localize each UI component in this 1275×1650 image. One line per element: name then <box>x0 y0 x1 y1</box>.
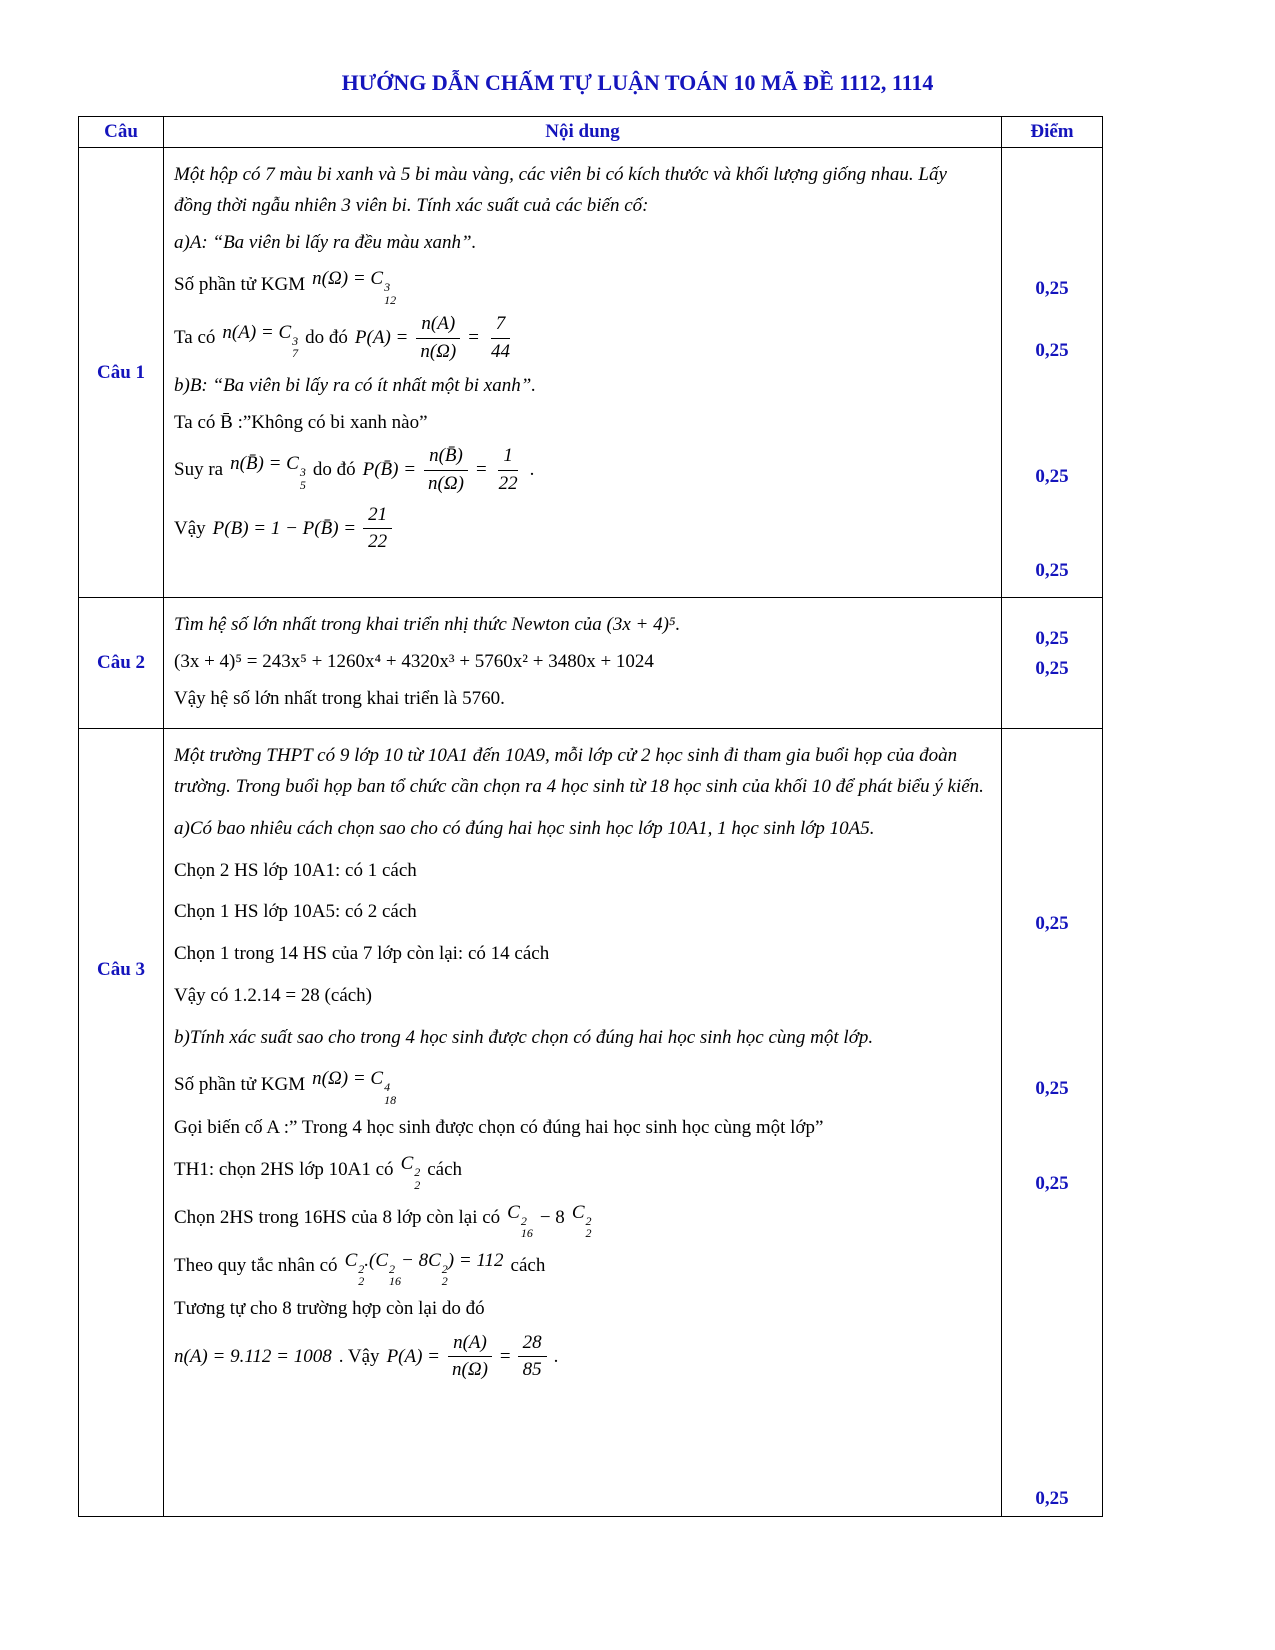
q3-final-line <box>174 1331 987 1383</box>
math-base: C <box>571 1201 585 1223</box>
math-base: C <box>507 1201 520 1223</box>
math-supsub <box>414 1166 420 1191</box>
text-run: cách <box>427 1159 463 1181</box>
math-sub: 18 <box>384 1093 397 1108</box>
math-supsub <box>384 1081 396 1106</box>
math-base: C <box>428 1249 441 1271</box>
math-sub: 2 <box>358 1274 365 1289</box>
q3-remaining-line <box>174 1198 987 1240</box>
math-sup: 3 <box>292 333 299 348</box>
table-row-cau2 <box>79 597 1102 728</box>
fraction <box>494 444 523 496</box>
text-run: Suy ra <box>174 459 224 481</box>
q3-step-line: Chọn 1 trong 14 HS của 7 lớp còn lại: có 14 cách <box>174 943 550 965</box>
point-badge: 0,25 <box>1035 560 1069 581</box>
math-sup: 4 <box>384 1080 391 1095</box>
math-sup: 2 <box>358 1261 365 1276</box>
math-supsub <box>389 1263 401 1288</box>
math-expr: P(A) = <box>386 1345 440 1367</box>
point-badge: 0,25 <box>1035 466 1069 487</box>
point-badge: 0,25 <box>1035 658 1069 679</box>
q3-intro-text: Một trường THPT có 9 lớp 10 từ 10A1 đến 10A9, mỗi lớp cử 2 học sinh đi tham gia buổi họp của đoàn trường. Trong buổi họp ban tổ chức cần chọn ra 4 học sinh từ 18 học sinh của khối 10 để phát biểu ý kiến. <box>174 745 984 798</box>
math-operator: − 8 <box>539 1207 565 1229</box>
point-badge: 0,25 <box>1035 278 1069 299</box>
math-operator: .( <box>364 1249 376 1271</box>
math-sub: 2 <box>414 1177 421 1192</box>
fraction-denominator: 22 <box>498 473 518 495</box>
fraction-numerator: 21 <box>363 503 392 530</box>
fraction <box>415 312 461 364</box>
q3-analogy-line: Tương tự cho 8 trường hợp còn lại do đó <box>174 1297 485 1319</box>
math-expr <box>222 318 298 360</box>
math-sub: 7 <box>292 346 299 361</box>
table-row-cau1 <box>79 147 1102 597</box>
q2-problem-text: Tìm hệ số lớn nhất trong khai triển nhị thức Newton của (3x + 4)⁵. <box>174 614 681 635</box>
math-supsub <box>521 1215 533 1240</box>
math-expr <box>345 1246 504 1288</box>
text-run: cách <box>510 1255 546 1277</box>
math-supsub <box>384 281 396 306</box>
math-sub: 16 <box>389 1274 402 1289</box>
fraction <box>518 1331 547 1383</box>
text-run: . <box>529 459 535 481</box>
math-expr: n(A) = 9.112 = 1008 <box>174 1345 332 1367</box>
point-badge: 0,25 <box>1035 1078 1069 1100</box>
q1-probability-a-line <box>174 312 987 364</box>
math-expr <box>230 449 306 491</box>
math-sup: 2 <box>520 1213 527 1228</box>
math-base: C <box>375 1249 389 1271</box>
fraction <box>447 1331 493 1383</box>
math-sub: 5 <box>299 478 306 493</box>
fraction <box>486 312 515 364</box>
fraction-denominator: 85 <box>522 1359 542 1381</box>
text-run: TH1: chọn 2HS lớp 10A1 có <box>174 1159 394 1181</box>
header-noidung: Nội dung <box>163 117 1001 147</box>
q2-conclusion-line: Vậy hệ số lớn nhất trong khai triển là 5760. <box>174 687 505 709</box>
point-badge: 0,25 <box>1035 1488 1069 1510</box>
text-run: Số phần tử KGM <box>174 274 306 295</box>
page-title: HƯỚNG DẪN CHẤM TỰ LUẬN TOÁN 10 MÃ ĐỀ 1112, 1114 <box>341 70 934 95</box>
math-sub: 2 <box>441 1274 448 1289</box>
q3-multiplication-rule-line <box>174 1246 987 1288</box>
text-run: do đó <box>305 327 348 349</box>
math-expr: P(B̄) = <box>362 459 417 481</box>
q1-part-a-text: a)A: “Ba viên bi lấy ra đều màu xanh”. <box>174 231 477 253</box>
q3-th1-line <box>174 1149 987 1191</box>
math-base: n(B̄) = C <box>230 453 299 475</box>
point-badge: 0,25 <box>1035 1173 1069 1195</box>
math-expr: P(A) = <box>354 327 409 349</box>
math-expr <box>507 1198 533 1240</box>
q3-content <box>163 729 1001 1516</box>
table-row-cau3 <box>79 728 1102 1516</box>
q3-step-line: Chọn 1 HS lớp 10A5: có 2 cách <box>174 901 417 923</box>
q1-suyra-line <box>174 444 987 496</box>
math-supsub <box>300 466 306 491</box>
text-run: Theo quy tắc nhân có <box>174 1255 338 1277</box>
math-sup: 2 <box>414 1165 421 1180</box>
math-sup: 2 <box>441 1261 448 1276</box>
math-supsub <box>292 335 298 360</box>
q3-points-column <box>1001 729 1102 1516</box>
q2-content <box>163 598 1001 728</box>
text-run: . <box>553 1345 559 1367</box>
q1-complement-line: Ta có B̄ :”Không có bi xanh nào” <box>174 411 428 433</box>
q1-content <box>163 148 1001 597</box>
q1-intro-text: Một hộp có 7 màu bi xanh và 5 bi màu vàng, các viên bi có kích thước và khối lượng giống nhau. Lấy đồng thời ngẫu nhiên 3 viên bi. Tính xác suất cuả các biến cố: <box>174 164 947 216</box>
text-run: do đó <box>312 459 356 481</box>
q3-label: Câu 3 <box>96 959 146 981</box>
fraction-numerator: n(A) <box>416 312 460 339</box>
math-sup: 3 <box>384 280 391 295</box>
math-expr <box>572 1198 592 1240</box>
text-run: Vậy <box>174 517 206 539</box>
q3-event-definition: Gọi biến cố A :” Trong 4 học sinh được chọn có đúng hai học sinh học cùng một lớp” <box>174 1116 824 1138</box>
math-supsub <box>586 1215 592 1240</box>
math-expr: P(B) = 1 − P(B̄) = <box>212 517 357 539</box>
fraction-numerator: n(B̄) <box>424 444 468 471</box>
q3-part-b-text: b)Tính xác suất sao cho trong 4 học sinh được chọn có đúng hai học sinh học cùng một lớp. <box>174 1026 874 1048</box>
math-sub: 2 <box>585 1226 592 1241</box>
point-badge: 0,25 <box>1035 340 1069 361</box>
q2-points-column <box>1001 598 1102 728</box>
math-result: ) = 112 <box>447 1249 504 1271</box>
point-badge: 0,25 <box>1035 628 1069 649</box>
math-expr <box>312 264 396 306</box>
fraction-denominator: n(Ω) <box>420 341 457 363</box>
math-sup: 3 <box>299 465 306 480</box>
math-sup: 2 <box>585 1213 592 1228</box>
q2-label: Câu 2 <box>96 652 146 674</box>
q1-label: Câu 1 <box>96 361 146 383</box>
q1-kgm-line <box>174 264 987 306</box>
fraction-denominator: n(Ω) <box>428 473 464 495</box>
text-run: . Vậy <box>338 1345 380 1367</box>
fraction-numerator: 28 <box>518 1331 547 1358</box>
q1-points-column <box>1001 148 1102 597</box>
math-expr <box>312 1064 396 1106</box>
equals-sign: = <box>475 459 487 481</box>
table-header-row <box>79 117 1102 147</box>
math-base: n(A) = C <box>222 321 292 343</box>
math-base: n(Ω) = C <box>312 1068 384 1090</box>
fraction-numerator: n(A) <box>448 1331 492 1358</box>
q1-conclusion-line <box>174 503 987 555</box>
fraction-denominator: 22 <box>368 531 388 553</box>
math-sub: 12 <box>384 292 397 307</box>
math-base: n(Ω) = C <box>312 268 384 290</box>
equals-sign: = <box>499 1345 511 1367</box>
math-operator: − 8 <box>401 1249 429 1271</box>
math-base: C <box>344 1249 358 1271</box>
q2-expansion-line: (3x + 4)⁵ = 243x⁵ + 1260x⁴ + 4320x³ + 5760x² + 3480x + 1024 <box>174 650 654 672</box>
fraction-numerator: 7 <box>491 312 511 339</box>
q3-kgm-line <box>174 1064 987 1106</box>
answer-key-table <box>78 116 1103 1517</box>
math-base: C <box>400 1153 414 1175</box>
q3-part-a-result: Vậy có 1.2.14 = 28 (cách) <box>174 984 373 1006</box>
q3-part-a-text: a)Có bao nhiêu cách chọn sao cho có đúng hai học sinh học lớp 10A1, 1 học sinh lớp 10A5. <box>174 817 875 839</box>
point-badge: 0,25 <box>1035 913 1069 935</box>
equals-sign: = <box>468 327 479 349</box>
header-cau: Câu <box>104 121 138 142</box>
fraction-denominator: 44 <box>490 341 510 363</box>
math-sub: 16 <box>520 1226 533 1241</box>
q1-part-b-text: b)B: “Ba viên bi lấy ra có ít nhất một bi xanh”. <box>174 374 537 396</box>
fraction <box>363 503 392 555</box>
header-diem: Điểm <box>1001 117 1102 147</box>
fraction-denominator: n(Ω) <box>452 1359 488 1381</box>
text-run: Chọn 2HS trong 16HS của 8 lớp còn lại có <box>174 1207 501 1229</box>
q3-step-line: Chọn 2 HS lớp 10A1: có 1 cách <box>174 859 417 881</box>
math-sup: 2 <box>389 1261 396 1276</box>
text-run: Ta có <box>174 327 216 349</box>
fraction <box>423 444 469 496</box>
text-run: Số phần tử KGM <box>174 1074 306 1096</box>
fraction-numerator: 1 <box>498 444 518 471</box>
math-expr <box>401 1149 421 1191</box>
